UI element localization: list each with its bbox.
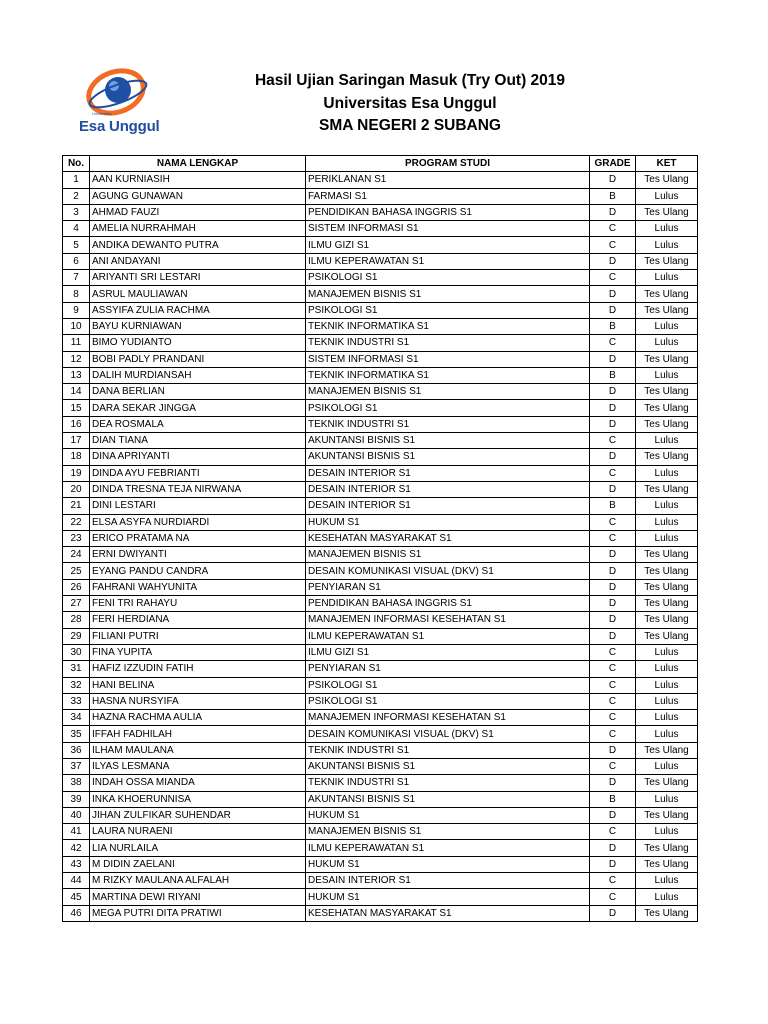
table-row — [63, 384, 698, 400]
table-row — [63, 824, 698, 840]
cell-nama: LAURA NURAENI — [90, 824, 306, 840]
cell-prodi: AKUNTANSI BISNIS S1 — [306, 433, 590, 449]
cell-prodi: MANAJEMEN BISNIS S1 — [306, 547, 590, 563]
cell-prodi: PSIKOLOGI S1 — [306, 693, 590, 709]
cell-no: 21 — [63, 498, 90, 514]
cell-ket: Tes Ulang — [636, 775, 698, 791]
table-row — [63, 204, 698, 220]
cell-no: 3 — [63, 204, 90, 220]
table-row — [63, 449, 698, 465]
table-row — [63, 775, 698, 791]
cell-grade: C — [590, 726, 636, 742]
table-row — [63, 807, 698, 823]
cell-grade: D — [590, 563, 636, 579]
cell-prodi: FARMASI S1 — [306, 188, 590, 204]
cell-grade: D — [590, 286, 636, 302]
cell-prodi: PSIKOLOGI S1 — [306, 270, 590, 286]
cell-grade: D — [590, 384, 636, 400]
cell-prodi: TEKNIK INDUSTRI S1 — [306, 742, 590, 758]
cell-nama: AGUNG GUNAWAN — [90, 188, 306, 204]
cell-prodi: MANAJEMEN INFORMASI KESEHATAN S1 — [306, 612, 590, 628]
table-row — [63, 514, 698, 530]
cell-ket: Lulus — [636, 873, 698, 889]
cell-prodi: HUKUM S1 — [306, 856, 590, 872]
cell-nama: AAN KURNIASIH — [90, 172, 306, 188]
cell-prodi: PSIKOLOGI S1 — [306, 400, 590, 416]
cell-ket: Lulus — [636, 661, 698, 677]
cell-grade: B — [590, 188, 636, 204]
cell-nama: AMELIA NURRAHMAH — [90, 221, 306, 237]
cell-nama: DIAN TIANA — [90, 433, 306, 449]
cell-no: 1 — [63, 172, 90, 188]
cell-nama: BAYU KURNIAWAN — [90, 318, 306, 334]
cell-grade: D — [590, 400, 636, 416]
header-no: No. — [63, 156, 90, 172]
cell-ket: Lulus — [636, 710, 698, 726]
header-nama: NAMA LENGKAP — [90, 156, 306, 172]
cell-no: 13 — [63, 367, 90, 383]
cell-no: 34 — [63, 710, 90, 726]
cell-nama: BOBI PADLY PRANDANI — [90, 351, 306, 367]
cell-ket: Tes Ulang — [636, 302, 698, 318]
cell-prodi: HUKUM S1 — [306, 889, 590, 905]
cell-ket: Tes Ulang — [636, 563, 698, 579]
table-row — [63, 710, 698, 726]
cell-ket: Lulus — [636, 433, 698, 449]
cell-grade: D — [590, 628, 636, 644]
logo-small-text: Universitas — [92, 111, 112, 116]
cell-no: 19 — [63, 465, 90, 481]
cell-grade: C — [590, 644, 636, 660]
cell-prodi: AKUNTANSI BISNIS S1 — [306, 449, 590, 465]
cell-prodi: DESAIN INTERIOR S1 — [306, 873, 590, 889]
table-row — [63, 237, 698, 253]
table-row — [63, 661, 698, 677]
cell-no: 5 — [63, 237, 90, 253]
cell-prodi: PENYIARAN S1 — [306, 661, 590, 677]
cell-grade: D — [590, 856, 636, 872]
table-body — [63, 172, 698, 922]
cell-grade: D — [590, 905, 636, 921]
cell-ket: Tes Ulang — [636, 628, 698, 644]
cell-prodi: ILMU KEPERAWATAN S1 — [306, 253, 590, 269]
cell-grade: D — [590, 775, 636, 791]
cell-grade: D — [590, 416, 636, 432]
cell-ket: Lulus — [636, 188, 698, 204]
cell-no: 44 — [63, 873, 90, 889]
table-row — [63, 742, 698, 758]
cell-nama: HAFIZ IZZUDIN FATIH — [90, 661, 306, 677]
cell-nama: ASSYIFA ZULIA RACHMA — [90, 302, 306, 318]
cell-grade: D — [590, 547, 636, 563]
cell-grade: D — [590, 596, 636, 612]
table-row — [63, 563, 698, 579]
table-row — [63, 873, 698, 889]
cell-nama: ILHAM MAULANA — [90, 742, 306, 758]
cell-grade: C — [590, 873, 636, 889]
cell-ket: Tes Ulang — [636, 253, 698, 269]
cell-ket: Lulus — [636, 367, 698, 383]
cell-no: 7 — [63, 270, 90, 286]
table-row — [63, 596, 698, 612]
cell-nama: ANDIKA DEWANTO PUTRA — [90, 237, 306, 253]
cell-nama: FAHRANI WAHYUNITA — [90, 579, 306, 595]
cell-prodi: DESAIN KOMUNIKASI VISUAL (DKV) S1 — [306, 726, 590, 742]
table-row — [63, 351, 698, 367]
cell-grade: D — [590, 253, 636, 269]
table-row — [63, 172, 698, 188]
cell-prodi: TEKNIK INDUSTRI S1 — [306, 335, 590, 351]
cell-no: 10 — [63, 318, 90, 334]
table-row — [63, 547, 698, 563]
cell-nama: JIHAN ZULFIKAR SUHENDAR — [90, 807, 306, 823]
cell-grade: D — [590, 481, 636, 497]
table-row — [63, 791, 698, 807]
cell-ket: Tes Ulang — [636, 905, 698, 921]
cell-prodi: PENDIDIKAN BAHASA INGGRIS S1 — [306, 204, 590, 220]
cell-no: 43 — [63, 856, 90, 872]
cell-nama: HASNA NURSYIFA — [90, 693, 306, 709]
table-row — [63, 302, 698, 318]
cell-ket: Lulus — [636, 221, 698, 237]
cell-grade: B — [590, 367, 636, 383]
cell-ket: Tes Ulang — [636, 579, 698, 595]
cell-prodi: DESAIN INTERIOR S1 — [306, 498, 590, 514]
cell-ket: Lulus — [636, 318, 698, 334]
cell-grade: D — [590, 449, 636, 465]
cell-nama: IFFAH FADHILAH — [90, 726, 306, 742]
cell-nama: M RIZKY MAULANA ALFALAH — [90, 873, 306, 889]
cell-ket: Tes Ulang — [636, 612, 698, 628]
cell-no: 29 — [63, 628, 90, 644]
table-row — [63, 579, 698, 595]
cell-prodi: ILMU KEPERAWATAN S1 — [306, 840, 590, 856]
cell-prodi: SISTEM INFORMASI S1 — [306, 221, 590, 237]
cell-nama: DARA SEKAR JINGGA — [90, 400, 306, 416]
university-logo — [78, 68, 168, 138]
cell-prodi: KESEHATAN MASYARAKAT S1 — [306, 905, 590, 921]
cell-no: 30 — [63, 644, 90, 660]
cell-nama: MARTINA DEWI RIYANI — [90, 889, 306, 905]
cell-prodi: PENYIARAN S1 — [306, 579, 590, 595]
cell-prodi: TEKNIK INDUSTRI S1 — [306, 775, 590, 791]
cell-ket: Lulus — [636, 693, 698, 709]
table-row — [63, 612, 698, 628]
cell-prodi: PSIKOLOGI S1 — [306, 677, 590, 693]
cell-grade: B — [590, 318, 636, 334]
cell-ket: Lulus — [636, 644, 698, 660]
table-row — [63, 270, 698, 286]
cell-no: 12 — [63, 351, 90, 367]
cell-no: 39 — [63, 791, 90, 807]
cell-prodi: HUKUM S1 — [306, 514, 590, 530]
cell-nama: DEA ROSMALA — [90, 416, 306, 432]
cell-no: 14 — [63, 384, 90, 400]
cell-grade: D — [590, 840, 636, 856]
cell-no: 15 — [63, 400, 90, 416]
cell-nama: HANI BELINA — [90, 677, 306, 693]
cell-nama: DINI LESTARI — [90, 498, 306, 514]
cell-nama: LIA NURLAILA — [90, 840, 306, 856]
cell-ket: Lulus — [636, 677, 698, 693]
cell-ket: Lulus — [636, 514, 698, 530]
cell-nama: DINA APRIYANTI — [90, 449, 306, 465]
cell-grade: C — [590, 661, 636, 677]
cell-ket: Tes Ulang — [636, 596, 698, 612]
cell-prodi: ILMU GIZI S1 — [306, 644, 590, 660]
document-header — [160, 70, 660, 138]
cell-grade: C — [590, 237, 636, 253]
cell-grade: D — [590, 612, 636, 628]
cell-grade: C — [590, 710, 636, 726]
cell-no: 33 — [63, 693, 90, 709]
cell-prodi: TEKNIK INDUSTRI S1 — [306, 416, 590, 432]
cell-no: 46 — [63, 905, 90, 921]
cell-nama: BIMO YUDIANTO — [90, 335, 306, 351]
cell-nama: ARIYANTI SRI LESTARI — [90, 270, 306, 286]
cell-ket: Lulus — [636, 237, 698, 253]
cell-no: 24 — [63, 547, 90, 563]
cell-ket: Lulus — [636, 791, 698, 807]
cell-prodi: SISTEM INFORMASI S1 — [306, 351, 590, 367]
cell-grade: D — [590, 579, 636, 595]
cell-nama: MEGA PUTRI DITA PRATIWI — [90, 905, 306, 921]
cell-no: 8 — [63, 286, 90, 302]
cell-prodi: AKUNTANSI BISNIS S1 — [306, 758, 590, 774]
cell-grade: C — [590, 221, 636, 237]
cell-nama: FILIANI PUTRI — [90, 628, 306, 644]
cell-no: 18 — [63, 449, 90, 465]
cell-prodi: ILMU KEPERAWATAN S1 — [306, 628, 590, 644]
cell-nama: EYANG PANDU CANDRA — [90, 563, 306, 579]
cell-no: 17 — [63, 433, 90, 449]
table-row — [63, 628, 698, 644]
cell-ket: Lulus — [636, 335, 698, 351]
cell-grade: D — [590, 742, 636, 758]
table-row — [63, 318, 698, 334]
cell-prodi: TEKNIK INFORMATIKA S1 — [306, 367, 590, 383]
table-row — [63, 253, 698, 269]
cell-nama: INKA KHOERUNNISA — [90, 791, 306, 807]
university-name: Universitas Esa Unggul — [323, 94, 497, 112]
cell-nama: ASRUL MAULIAWAN — [90, 286, 306, 302]
cell-ket: Tes Ulang — [636, 547, 698, 563]
cell-no: 23 — [63, 530, 90, 546]
cell-prodi: DESAIN INTERIOR S1 — [306, 465, 590, 481]
cell-nama: FENI TRI RAHAYU — [90, 596, 306, 612]
cell-ket: Tes Ulang — [636, 856, 698, 872]
cell-nama: DINDA TRESNA TEJA NIRWANA — [90, 481, 306, 497]
cell-no: 31 — [63, 661, 90, 677]
cell-ket: Tes Ulang — [636, 807, 698, 823]
cell-nama: ERICO PRATAMA NA — [90, 530, 306, 546]
cell-prodi: PERIKLANAN S1 — [306, 172, 590, 188]
cell-ket: Tes Ulang — [636, 742, 698, 758]
table-row — [63, 481, 698, 497]
cell-ket: Lulus — [636, 758, 698, 774]
cell-no: 37 — [63, 758, 90, 774]
table-row — [63, 856, 698, 872]
cell-grade: D — [590, 351, 636, 367]
cell-prodi: PSIKOLOGI S1 — [306, 302, 590, 318]
cell-nama: ANI ANDAYANI — [90, 253, 306, 269]
cell-prodi: TEKNIK INFORMATIKA S1 — [306, 318, 590, 334]
logo-text: Esa Unggul — [79, 118, 160, 135]
cell-no: 38 — [63, 775, 90, 791]
cell-ket: Tes Ulang — [636, 351, 698, 367]
cell-nama: FINA YUPITA — [90, 644, 306, 660]
cell-no: 6 — [63, 253, 90, 269]
cell-ket: Tes Ulang — [636, 416, 698, 432]
cell-ket: Tes Ulang — [636, 840, 698, 856]
cell-no: 16 — [63, 416, 90, 432]
table-row — [63, 335, 698, 351]
cell-no: 36 — [63, 742, 90, 758]
cell-grade: C — [590, 514, 636, 530]
table-row — [63, 498, 698, 514]
table-row — [63, 905, 698, 921]
cell-grade: C — [590, 889, 636, 905]
cell-nama: ERNI DWIYANTI — [90, 547, 306, 563]
cell-prodi: DESAIN INTERIOR S1 — [306, 481, 590, 497]
cell-grade: D — [590, 172, 636, 188]
cell-grade: C — [590, 433, 636, 449]
cell-grade: C — [590, 677, 636, 693]
school-name: SMA NEGERI 2 SUBANG — [318, 117, 501, 134]
cell-ket: Tes Ulang — [636, 172, 698, 188]
cell-nama: DINDA AYU FEBRIANTI — [90, 465, 306, 481]
table-header-row — [63, 156, 698, 172]
cell-ket: Tes Ulang — [636, 481, 698, 497]
cell-no: 35 — [63, 726, 90, 742]
cell-ket: Tes Ulang — [636, 286, 698, 302]
cell-nama: ILYAS LESMANA — [90, 758, 306, 774]
table-row — [63, 677, 698, 693]
cell-grade: D — [590, 204, 636, 220]
cell-grade: C — [590, 270, 636, 286]
cell-no: 27 — [63, 596, 90, 612]
cell-grade: B — [590, 791, 636, 807]
cell-no: 11 — [63, 335, 90, 351]
table-row — [63, 530, 698, 546]
cell-nama: M DIDIN ZAELANI — [90, 856, 306, 872]
cell-prodi: MANAJEMEN BISNIS S1 — [306, 384, 590, 400]
cell-no: 32 — [63, 677, 90, 693]
cell-nama: ELSA ASYFA NURDIARDI — [90, 514, 306, 530]
cell-no: 25 — [63, 563, 90, 579]
table-row — [63, 644, 698, 660]
table-row — [63, 400, 698, 416]
cell-ket: Lulus — [636, 530, 698, 546]
cell-prodi: MANAJEMEN INFORMASI KESEHATAN S1 — [306, 710, 590, 726]
cell-grade: B — [590, 498, 636, 514]
cell-ket: Lulus — [636, 726, 698, 742]
cell-no: 26 — [63, 579, 90, 595]
cell-no: 20 — [63, 481, 90, 497]
cell-ket: Lulus — [636, 465, 698, 481]
cell-prodi: MANAJEMEN BISNIS S1 — [306, 286, 590, 302]
cell-no: 22 — [63, 514, 90, 530]
cell-nama: HAZNA RACHMA AULIA — [90, 710, 306, 726]
table-row — [63, 286, 698, 302]
cell-ket: Lulus — [636, 270, 698, 286]
table-row — [63, 367, 698, 383]
cell-no: 9 — [63, 302, 90, 318]
table-row — [63, 840, 698, 856]
cell-nama: AHMAD FAUZI — [90, 204, 306, 220]
cell-no: 28 — [63, 612, 90, 628]
cell-ket: Tes Ulang — [636, 449, 698, 465]
table-row — [63, 693, 698, 709]
table-row — [63, 726, 698, 742]
cell-prodi: PENDIDIKAN BAHASA INGGRIS S1 — [306, 596, 590, 612]
cell-prodi: KESEHATAN MASYARAKAT S1 — [306, 530, 590, 546]
table-row — [63, 433, 698, 449]
cell-ket: Tes Ulang — [636, 384, 698, 400]
cell-prodi: HUKUM S1 — [306, 807, 590, 823]
cell-ket: Tes Ulang — [636, 204, 698, 220]
cell-ket: Lulus — [636, 824, 698, 840]
table-row — [63, 889, 698, 905]
cell-nama: INDAH OSSA MIANDA — [90, 775, 306, 791]
cell-ket: Lulus — [636, 498, 698, 514]
cell-grade: C — [590, 530, 636, 546]
cell-grade: C — [590, 693, 636, 709]
table-row — [63, 416, 698, 432]
header-prodi: PROGRAM STUDI — [306, 156, 590, 172]
cell-ket: Lulus — [636, 889, 698, 905]
table-row — [63, 758, 698, 774]
cell-ket: Tes Ulang — [636, 400, 698, 416]
cell-no: 40 — [63, 807, 90, 823]
cell-nama: DANA BERLIAN — [90, 384, 306, 400]
cell-no: 2 — [63, 188, 90, 204]
cell-prodi: ILMU GIZI S1 — [306, 237, 590, 253]
document-title: Hasil Ujian Saringan Masuk (Try Out) 2019 — [254, 72, 566, 89]
table-row — [63, 221, 698, 237]
cell-grade: C — [590, 824, 636, 840]
cell-grade: D — [590, 302, 636, 318]
header-ket: KET — [636, 156, 698, 172]
cell-no: 42 — [63, 840, 90, 856]
cell-nama: FERI HERDIANA — [90, 612, 306, 628]
cell-prodi: MANAJEMEN BISNIS S1 — [306, 824, 590, 840]
cell-prodi: DESAIN KOMUNIKASI VISUAL (DKV) S1 — [306, 563, 590, 579]
header-grade: GRADE — [590, 156, 636, 172]
table-row — [63, 188, 698, 204]
cell-prodi: AKUNTANSI BISNIS S1 — [306, 791, 590, 807]
cell-grade: C — [590, 465, 636, 481]
cell-grade: C — [590, 335, 636, 351]
table-row — [63, 465, 698, 481]
results-table — [62, 155, 698, 922]
cell-grade: D — [590, 807, 636, 823]
cell-nama: DALIH MURDIANSAH — [90, 367, 306, 383]
cell-no: 41 — [63, 824, 90, 840]
cell-grade: C — [590, 758, 636, 774]
cell-no: 45 — [63, 889, 90, 905]
cell-no: 4 — [63, 221, 90, 237]
